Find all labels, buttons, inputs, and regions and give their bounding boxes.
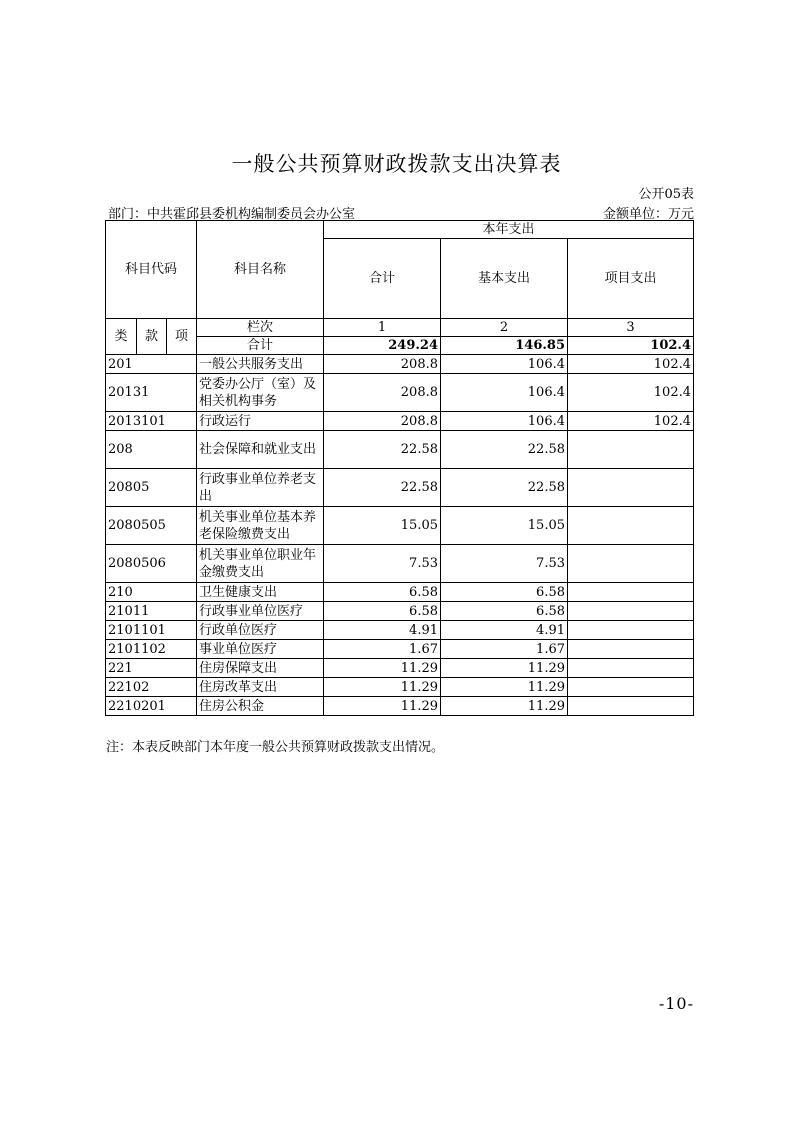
header-col2: 2 [441, 319, 568, 337]
row-name: 党委办公厅（室）及相关机构事务 [197, 374, 324, 412]
row-total: 22.58 [324, 469, 441, 507]
table-row [106, 583, 694, 602]
header-subject-code: 科目代码 [106, 221, 197, 319]
table-row [106, 412, 694, 431]
row-total: 7.53 [324, 545, 441, 583]
row-project: 102.4 [568, 355, 694, 374]
unit-label: 金额单位：万元 [602, 207, 694, 222]
table-row [106, 697, 694, 716]
row-basic: 1.67 [441, 640, 568, 659]
row-project: 102.4 [568, 412, 694, 431]
row-project [568, 602, 694, 621]
row-project [568, 583, 694, 602]
row-basic: 6.58 [441, 583, 568, 602]
row-total: 208.8 [324, 374, 441, 412]
department-label: 部门：中共霍邱县委机构编制委员会办公室 [108, 207, 356, 222]
row-name: 住房保障支出 [197, 659, 324, 678]
table-row [106, 678, 694, 697]
total-total: 249.24 [324, 337, 441, 355]
row-name: 行政事业单位养老支出 [197, 469, 324, 507]
row-name: 机关事业单位基本养老保险缴费支出 [197, 507, 324, 545]
row-code: 210 [106, 583, 197, 602]
row-code: 21011 [106, 602, 197, 621]
header-col3: 3 [568, 319, 694, 337]
header-kuan: 款 [137, 319, 167, 355]
row-basic: 106.4 [441, 412, 568, 431]
row-code: 201 [106, 355, 197, 374]
row-total: 6.58 [324, 602, 441, 621]
row-name: 住房改革支出 [197, 678, 324, 697]
row-basic: 6.58 [441, 602, 568, 621]
row-total: 11.29 [324, 659, 441, 678]
row-code: 2101102 [106, 640, 197, 659]
row-name: 行政运行 [197, 412, 324, 431]
row-total: 1.67 [324, 640, 441, 659]
table-row [106, 507, 694, 545]
row-code: 221 [106, 659, 197, 678]
row-code: 2013101 [106, 412, 197, 431]
table-row [106, 431, 694, 469]
row-project [568, 545, 694, 583]
row-name: 一般公共服务支出 [197, 355, 324, 374]
row-basic: 106.4 [441, 355, 568, 374]
table-row [106, 621, 694, 640]
page-number: -10- [658, 994, 694, 1013]
row-basic: 11.29 [441, 697, 568, 716]
table-row [106, 640, 694, 659]
row-total: 11.29 [324, 678, 441, 697]
row-total: 22.58 [324, 431, 441, 469]
row-code: 2101101 [106, 621, 197, 640]
header-basic: 基本支出 [441, 239, 568, 319]
header-column-order: 栏次 [197, 319, 324, 337]
row-total: 6.58 [324, 583, 441, 602]
table-row [106, 355, 694, 374]
row-code: 2080505 [106, 507, 197, 545]
header-col1: 1 [324, 319, 441, 337]
header-total: 合计 [324, 239, 441, 319]
row-name: 事业单位医疗 [197, 640, 324, 659]
row-total: 11.29 [324, 697, 441, 716]
row-code: 2080506 [106, 545, 197, 583]
table-row [106, 602, 694, 621]
row-name: 社会保障和就业支出 [197, 431, 324, 469]
total-basic: 146.85 [441, 337, 568, 355]
table-row [106, 659, 694, 678]
row-total: 4.91 [324, 621, 441, 640]
row-code: 208 [106, 431, 197, 469]
row-project: 102.4 [568, 374, 694, 412]
row-code: 22102 [106, 678, 197, 697]
row-total: 15.05 [324, 507, 441, 545]
row-project [568, 640, 694, 659]
table-row [106, 374, 694, 412]
row-name: 卫生健康支出 [197, 583, 324, 602]
row-name: 机关事业单位职业年金缴费支出 [197, 545, 324, 583]
row-basic: 4.91 [441, 621, 568, 640]
row-code: 20805 [106, 469, 197, 507]
row-project [568, 431, 694, 469]
row-code: 2210201 [106, 697, 197, 716]
row-total: 208.8 [324, 412, 441, 431]
row-basic: 11.29 [441, 678, 568, 697]
header-xiang: 项 [167, 319, 197, 355]
row-basic: 106.4 [441, 374, 568, 412]
page-title: 一般公共预算财政拨款支出决算表 [231, 152, 562, 176]
row-project [568, 507, 694, 545]
table-note: 注：本表反映部门本年度一般公共预算财政拨款支出情况。 [106, 740, 445, 755]
row-project [568, 469, 694, 507]
row-name: 住房公积金 [197, 697, 324, 716]
header-lei: 类 [106, 319, 137, 355]
row-project [568, 678, 694, 697]
row-project [568, 621, 694, 640]
row-basic: 22.58 [441, 469, 568, 507]
row-name: 行政单位医疗 [197, 621, 324, 640]
table-row [106, 469, 694, 507]
header-current-year: 本年支出 [324, 221, 694, 239]
row-project [568, 659, 694, 678]
row-code: 20131 [106, 374, 197, 412]
row-basic: 22.58 [441, 431, 568, 469]
row-name: 行政事业单位医疗 [197, 602, 324, 621]
row-total: 208.8 [324, 355, 441, 374]
row-project [568, 697, 694, 716]
row-basic: 7.53 [441, 545, 568, 583]
expenditure-table [105, 220, 694, 716]
header-project: 项目支出 [568, 239, 694, 319]
table-row [106, 545, 694, 583]
header-subject-name: 科目名称 [197, 221, 324, 319]
row-basic: 15.05 [441, 507, 568, 545]
row-basic: 11.29 [441, 659, 568, 678]
total-project: 102.4 [568, 337, 694, 355]
total-label: 合计 [197, 337, 324, 355]
table-code: 公开05表 [638, 187, 694, 202]
